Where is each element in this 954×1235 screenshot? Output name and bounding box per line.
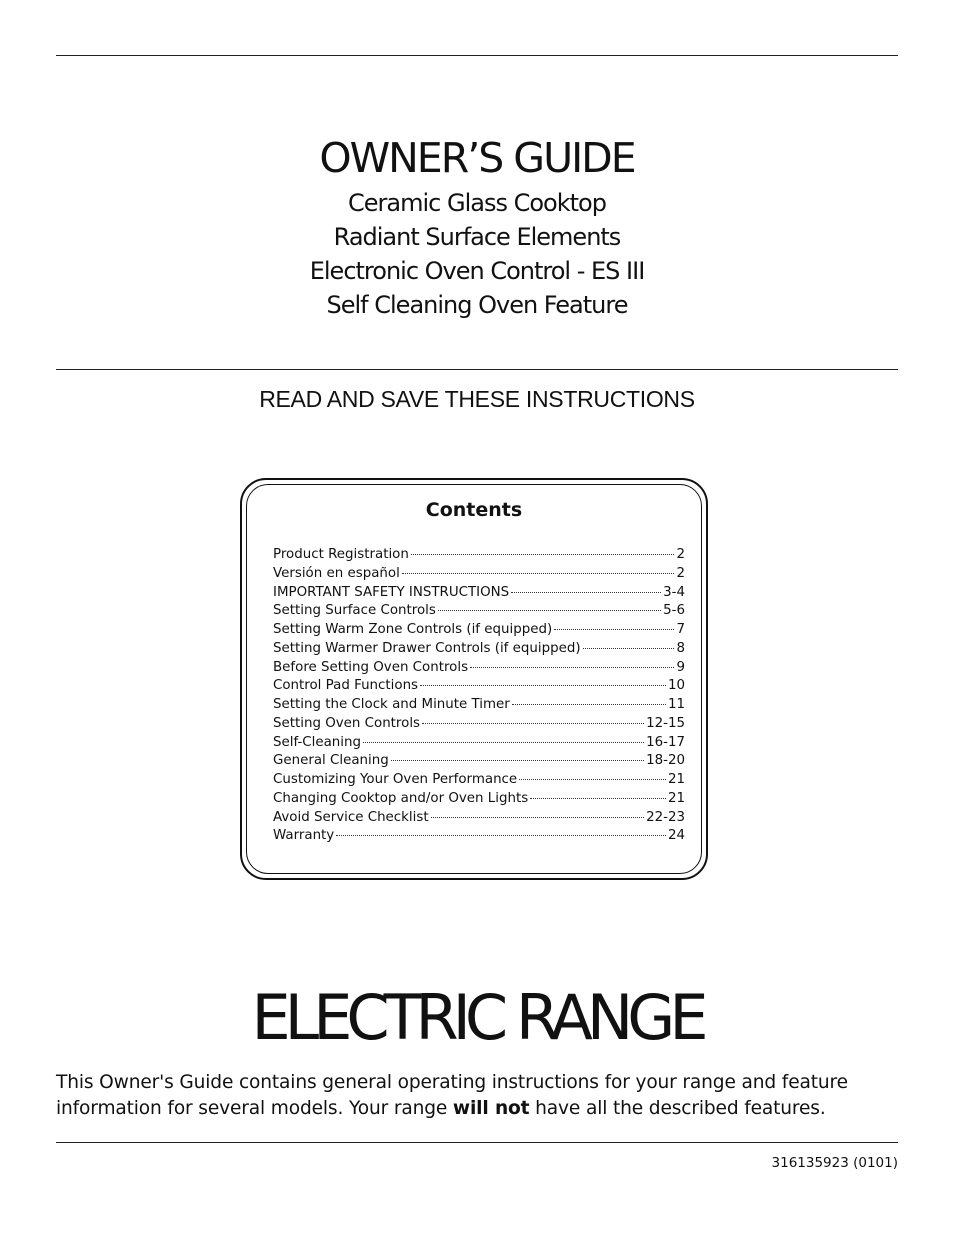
toc-leader-dots	[530, 798, 666, 799]
toc-item-page: 21	[667, 790, 685, 806]
contents-inner-border	[246, 484, 702, 874]
table-of-contents	[273, 547, 685, 847]
toc-item-label: Avoid Service Checklist	[273, 809, 429, 825]
toc-item-page: 9	[676, 659, 685, 675]
toc-item-label: Product Registration	[273, 547, 409, 562]
toc-item	[273, 753, 685, 772]
toc-item	[273, 772, 685, 791]
bottom-divider	[56, 1142, 898, 1143]
toc-leader-dots	[519, 779, 666, 780]
toc-item-page: 21	[667, 772, 685, 787]
toc-item-label: Self-Cleaning	[273, 734, 361, 750]
toc-item	[273, 716, 685, 735]
toc-leader-dots	[391, 760, 644, 761]
toc-item-page: 7	[676, 622, 685, 637]
page-title: OWNER’S GUIDE	[319, 134, 635, 182]
intro-text: This Owner's Guide contains general operating instructions for your range and feature information for several models. Your range	[56, 1072, 848, 1119]
toc-item	[273, 810, 685, 829]
toc-item-page: 8	[676, 640, 685, 656]
subtitle-line: Self Cleaning Oven Feature	[326, 291, 628, 319]
toc-item-label: Setting Warm Zone Controls (if equipped)	[273, 622, 553, 637]
subtitle-line: Ceramic Glass Cooktop	[348, 189, 606, 217]
toc-item	[273, 603, 685, 622]
product-heading: ELECTRIC RANGE	[251, 981, 703, 1054]
toc-item	[273, 622, 685, 641]
toc-item-page: 24	[667, 828, 685, 844]
toc-item-label: General Cleaning	[273, 753, 389, 769]
toc-item-label: Customizing Your Oven Performance	[273, 772, 518, 787]
subtitle-line: Radiant Surface Elements	[333, 223, 621, 251]
toc-item-page: 2	[676, 547, 685, 562]
toc-item-label: Setting Surface Controls	[273, 603, 436, 619]
read-save-notice: READ AND SAVE THESE INSTRUCTIONS	[259, 386, 695, 412]
toc-item-label: Before Setting Oven Controls	[273, 659, 469, 675]
toc-leader-dots	[583, 648, 675, 649]
toc-item-page: 3-4	[663, 584, 685, 600]
toc-item-page: 18-20	[646, 753, 685, 769]
toc-item	[273, 641, 685, 660]
toc-leader-dots	[411, 554, 675, 555]
toc-item-page: 11	[667, 697, 685, 712]
toc-leader-dots	[511, 592, 661, 593]
toc-item	[273, 828, 685, 847]
toc-leader-dots	[420, 685, 666, 686]
toc-leader-dots	[431, 817, 645, 818]
middle-divider	[56, 369, 898, 370]
toc-leader-dots	[402, 573, 675, 574]
toc-item-page: 16-17	[646, 734, 685, 750]
toc-item	[273, 585, 685, 604]
toc-item	[273, 697, 685, 716]
toc-item-page: 12-15	[646, 715, 685, 731]
toc-leader-dots	[512, 704, 666, 705]
toc-item-label: Warranty	[273, 828, 335, 844]
toc-item	[273, 566, 685, 585]
toc-item	[273, 791, 685, 810]
toc-item-label: Setting Warmer Drawer Controls (if equipped)	[273, 640, 581, 656]
toc-item-label: Control Pad Functions	[273, 678, 419, 694]
toc-leader-dots	[438, 610, 661, 611]
toc-item-page: 5-6	[663, 603, 685, 619]
toc-item-label: IMPORTANT SAFETY INSTRUCTIONS	[273, 584, 510, 600]
toc-item-page: 22-23	[646, 809, 685, 825]
toc-item	[273, 547, 685, 566]
toc-leader-dots	[336, 835, 666, 836]
contents-title: Contents	[425, 499, 523, 521]
toc-item-label: Changing Cooktop and/or Oven Lights	[273, 790, 529, 806]
intro-text-end: have all the described features.	[529, 1098, 826, 1119]
toc-item-label: Versión en español	[273, 565, 400, 581]
toc-leader-dots	[470, 667, 674, 668]
subtitle-line: Electronic Oven Control - ES III	[309, 257, 645, 285]
toc-item	[273, 735, 685, 754]
part-number: 316135923 (0101)	[771, 1155, 898, 1171]
contents-box	[240, 478, 708, 880]
toc-leader-dots	[554, 629, 674, 630]
toc-item-page: 2	[676, 565, 685, 581]
top-divider	[56, 55, 898, 56]
intro-paragraph	[56, 1070, 906, 1122]
toc-item	[273, 660, 685, 679]
toc-leader-dots	[422, 723, 644, 724]
title-block	[0, 130, 954, 322]
toc-item-page: 10	[667, 678, 685, 694]
toc-item-label: Setting the Clock and Minute Timer	[273, 697, 510, 712]
toc-leader-dots	[363, 742, 644, 743]
toc-item-label: Setting Oven Controls	[273, 715, 421, 731]
intro-emphasis: will not	[452, 1098, 530, 1119]
toc-item	[273, 678, 685, 697]
